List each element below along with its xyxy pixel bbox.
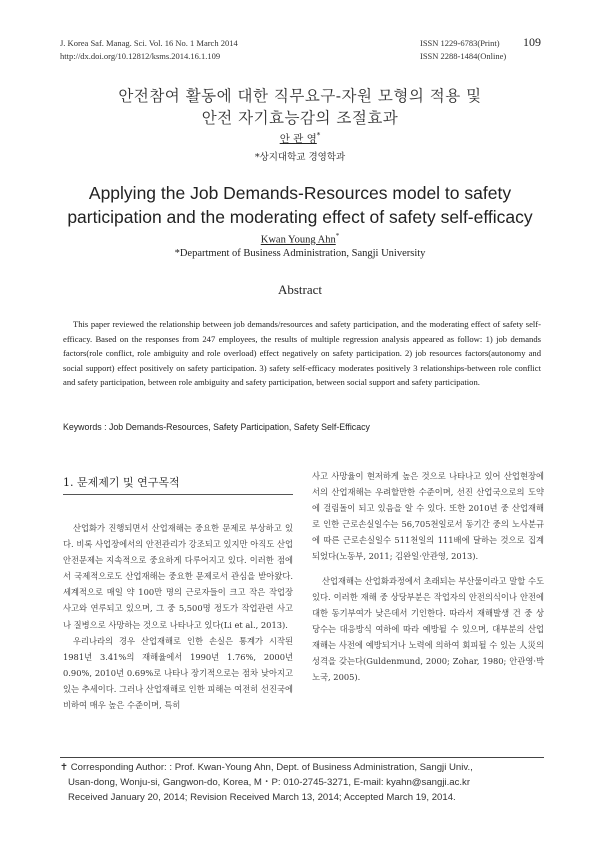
page-number: 109 — [523, 35, 541, 49]
korean-affiliation: *상지대학교 경영학과 — [254, 152, 346, 163]
english-title-line1: Applying the Job Demands-Resources model to safety — [88, 183, 512, 203]
footnote-line3: Received January 20, 2014; Revision Received March 13, 2014; Accepted March 19, 2014. — [68, 792, 456, 803]
left-paragraph-1: 산업화가 진행되면서 산업재해는 중요한 문제로 부상하고 있다. 비록 사업장에서의 안전관리가 강조되고 있지만 아직도 산업안전문제는 지속적으로 중요하게 다루어지고 있다. 이러한 점에서 국제적으로도 산업재해는 중요한 문제로서 관심을 받아왔다. 세계적으로 매일 약 100만 명의 근로자들이 크고 작은 작업장 사고와 연루되고 있으며, 그 중 5,500명 정도가 작업관련 사고나 질병으로 사망하는 것으로 나타나고 있다(Li et al., 2013). — [63, 523, 293, 630]
korean-title-line2: 안전 자기효능감의 조절효과 — [201, 109, 399, 127]
english-author-mark: * — [335, 232, 340, 240]
korean-author — [0, 131, 600, 146]
left-paragraph-2: 우리나라의 경우 산업재해로 인한 손실은 통계가 시작된 1981년 3.41%의 재해율에서 1990년 1.76%, 2000년 0.90%, 2010년 0.69%로 나타나 장기적으로는 점차 낮아지고 있는 추세이다. 그러나 산업재해로 인한 피해는 여전히 선진국에 비하여 매우 높은 수준이며, 특히 — [63, 635, 293, 711]
english-title-line2: participation and the moderating effect of safety self-efficacy — [67, 207, 533, 227]
left-column — [63, 520, 293, 713]
right-paragraph-2: 산업재해는 산업화과정에서 초래되는 부산물이라고 말할 수도 있다. 이러한 재해 중 상당부분은 작업자의 안전의식이나 안전에 대한 동기부여가 낮은데서 기인한다. 따라서 재해발생 건 중 상당수는 대응방식 여하에 따라 예방될 수 있으며, 대부분의 산업재해는 사전에 예방되거나 노력에 의하여 회피될 수 있는 人災의 성격을 갖는다(Guldenmund, 2000; Zohar, 1980; 안관영·박노국, 2005). — [312, 575, 544, 683]
korean-author-name: 안 관 영 — [279, 133, 317, 145]
english-affiliation: *Department of Business Administration, Sangji University — [174, 248, 426, 259]
issn-online: ISSN 2288-1484(Online) — [420, 51, 507, 61]
footnote — [60, 760, 560, 805]
keywords: Keywords : Job Demands-Resources, Safety Participation, Safety Self-Efficacy — [63, 422, 370, 432]
abstract-body: This paper reviewed the relationship between job demands/resources and safety participation, and the moderating effect of safety self-efficacy. Based on the responses from 247 employees, the results of multiple regression analysis appeared as follow: 1) job demands factors(role conflict, role ambiguity and role overload) effect negatively on safety participation. 2) job resources factors(autonomy and social support) effect positively on safety participation. 3) safety self-efficacy moderates positively 3 relationships-between role conflict and safety participation, between role ambiguity and safety participation, between social support and safety participation. — [63, 319, 541, 387]
issn-print: ISSN 1229-6783(Print) — [420, 38, 500, 48]
abstract-heading: Abstract — [277, 282, 323, 297]
english-author — [0, 232, 600, 246]
footnote-line2: Usan-dong, Wonju-si, Gangwon-do, Korea, M・P: 010-2745-3271, E-mail: kyahn@sangji.ac.kr — [68, 777, 471, 788]
english-author-name: Kwan Young Ahn — [260, 234, 336, 246]
footnote-line1: ✝ Corresponding Author: : Prof. Kwan-Young Ahn, Dept. of Business Administration, Sangji Univ., — [60, 762, 473, 773]
korean-author-mark: * — [316, 131, 321, 140]
doi-link[interactable]: http://dx.doi.org/10.12812/ksms.2014.16.1.109 — [60, 51, 221, 61]
journal-citation: J. Korea Saf. Manag. Sci. Vol. 16 No. 1 March 2014 — [60, 38, 238, 48]
footnote-rule — [60, 757, 544, 758]
korean-title-line1: 안전참여 활동에 대한 직무요구-자원 모형의 적용 및 — [118, 87, 482, 105]
right-column — [312, 468, 544, 685]
section-heading-rule — [63, 494, 293, 495]
section-heading: 1. 문제제기 및 연구목적 — [63, 476, 180, 489]
right-paragraph-1: 사고 사망율이 현저하게 높은 것으로 나타나고 있어 산업현장에서의 산업재해는 우려할만한 수준이며, 선진 산업국으로의 도약에 걸림돌이 되고 있음을 알 수 있다. 또한 2010년 중 산업재해로 인한 근로손실일수는 56,705천일로서 동기간 중의 노사분규에 따른 근로손실일수 511천일의 111배에 달하는 것으로 집계되었다(노동부, 2011; 김완일·안관영, 2013). — [312, 471, 544, 562]
